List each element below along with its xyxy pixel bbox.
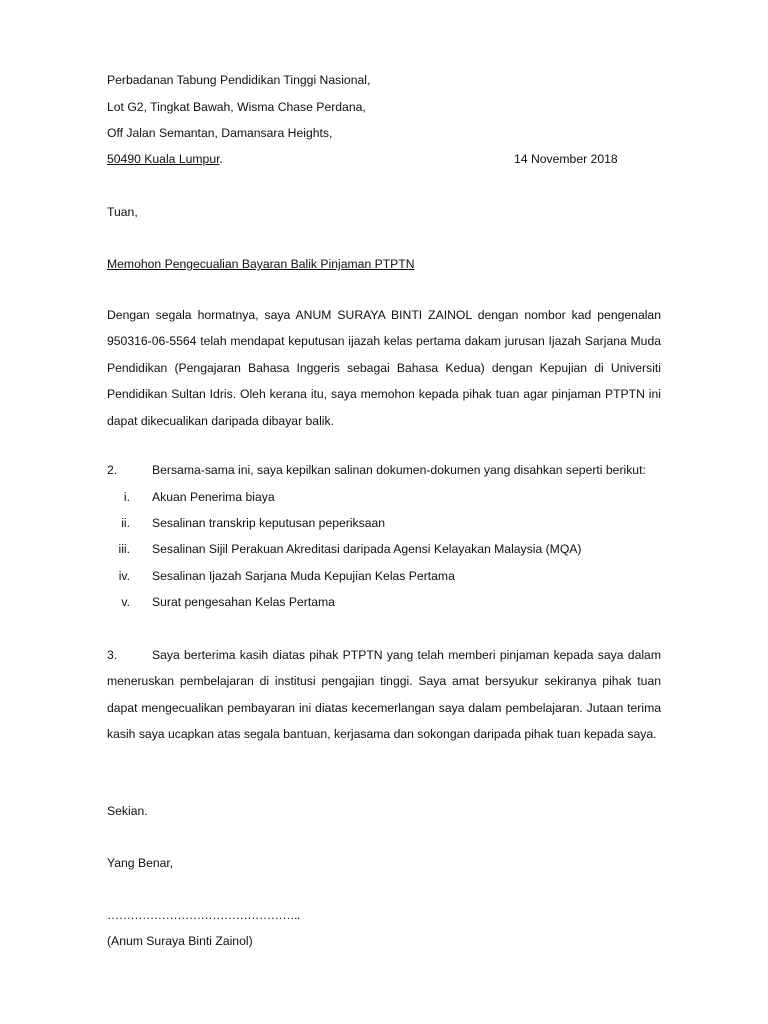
address-line-4-end: . — [219, 152, 223, 166]
address-line-2: Lot G2, Tingkat Bawah, Wisma Chase Perdana, — [107, 100, 366, 114]
letter-subject: Memohon Pengecualian Bayaran Balik Pinjaman PTPTN — [107, 257, 415, 271]
list-item-number: ii. — [121, 516, 130, 530]
salutation: Tuan, — [107, 205, 138, 219]
list-item-text: Sesalinan Sijil Perakuan Akreditasi daripada Agensi Kelayakan Malaysia (MQA) — [152, 542, 582, 556]
list-item-text: Surat pengesahan Kelas Pertama — [152, 595, 335, 609]
paragraph-2-number: 2. — [107, 463, 118, 477]
address-line-3: Off Jalan Semantan, Damansara Heights, — [107, 126, 333, 140]
list-item-text: Akuan Penerima biaya — [152, 490, 275, 504]
paragraph-1: Dengan segala hormatnya, saya ANUM SURAYA BINTI ZAINOL dengan nombor kad pengenalan 950316-06-5564 telah mendapat keputusan ijazah kelas pertama dakam jurusan Ijazah Sarjana Muda Pendidikan (Pengajaran Bahasa Inggeris sebagai Bahasa Kedua) dengan Kepujian di Universiti Pendidikan Sultan Idris. Oleh kerana itu, saya memohon kepada pihak tuan agar pinjaman PTPTN ini dapat dikecualikan daripada dibayar balik. — [107, 308, 661, 428]
signoff: Yang Benar, — [107, 856, 174, 870]
list-item-number: iii. — [118, 542, 130, 556]
paragraph-2-text: Bersama-sama ini, saya kepilkan salinan dokumen-dokumen yang disahkan seperti berikut: — [152, 463, 646, 477]
paragraph-3 — [107, 642, 661, 748]
signatory-name: (Anum Suraya Binti Zainol) — [107, 934, 253, 948]
closing: Sekian. — [107, 804, 148, 818]
list-item-number: v. — [121, 595, 130, 609]
address-postcode-city: 50490 Kuala Lumpur — [107, 152, 220, 166]
address-line-4 — [107, 152, 223, 166]
list-item-text: Sesalinan transkrip keputusan peperiksaan — [152, 516, 386, 530]
list-item-number: i. — [123, 490, 130, 504]
paragraph-3-number: 3. — [107, 648, 118, 662]
paragraph-3-text: Saya berterima kasih diatas pihak PTPTN yang telah memberi pinjaman kepada saya dalam meneruskan pembelajaran di institusi pengajian tinggi. Saya amat bersyukur sekiranya pihak tuan dapat mengecualikan pembayaran ini diatas kecemerlangan saya dalam pembelajaran. Jutaan terima kasih saya ucapkan atas segala bantuan, kerjasama dan sokongan daripada pihak tuan kepada saya. — [107, 648, 661, 742]
address-line-1: Perbadanan Tabung Pendidikan Tinggi Nasional, — [107, 73, 371, 87]
letter-date: 14 November 2018 — [514, 152, 618, 166]
signature-line: ………………………………………….. — [107, 908, 300, 922]
list-item-number: iv. — [118, 569, 130, 583]
list-item-text: Sesalinan Ijazah Sarjana Muda Kepujian Kelas Pertama — [152, 569, 455, 583]
